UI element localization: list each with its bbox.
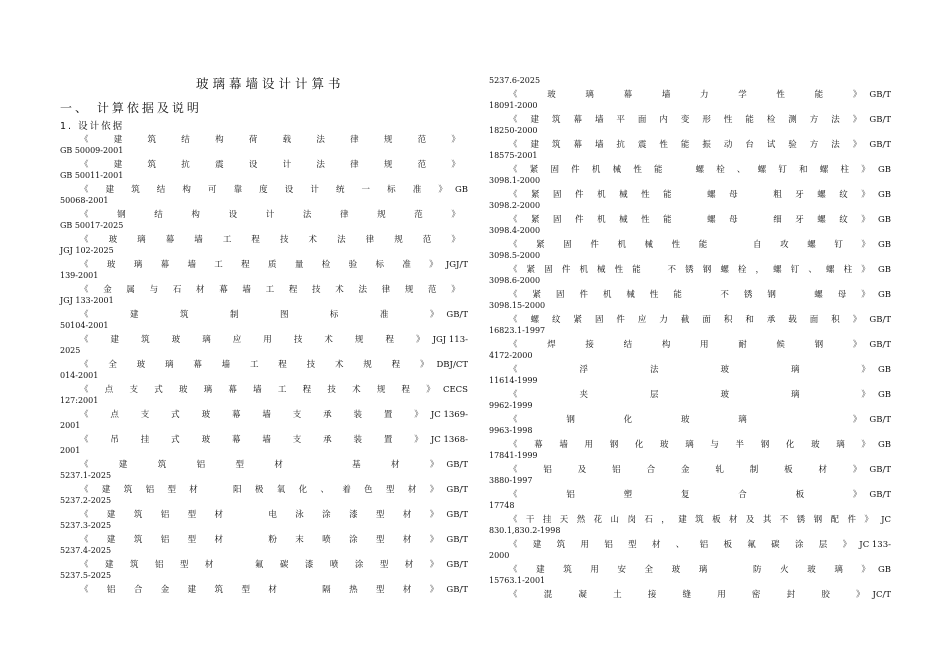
reference-entry xyxy=(60,508,468,533)
section-heading: 一、 计算依据及说明 xyxy=(60,101,202,115)
reference-code-continuation: GB 50011-2001 xyxy=(60,171,124,180)
reference-code-continuation: 15763.1-2001 xyxy=(489,576,546,585)
reference-code-continuation: 5237.1-2025 xyxy=(60,471,112,480)
reference-code-continuation: 18250-2000 xyxy=(489,126,538,135)
reference-title: 《 紧 固 件 机 械 性 能 螺 母 细 牙 螺 纹 》 xyxy=(509,215,870,225)
reference-entry xyxy=(60,583,468,608)
reference-code-continuation: GB 50009-2001 xyxy=(60,146,124,155)
reference-entry xyxy=(489,213,891,238)
reference-title: 《 混 凝 土 接 缝 用 密 封 胶 》 xyxy=(509,590,865,600)
reference-code-continuation: 2025 xyxy=(60,346,81,355)
reference-code-continuation: 4172-2000 xyxy=(489,351,533,360)
reference-entry xyxy=(60,433,468,458)
reference-code-prefix: GB/T xyxy=(446,560,468,570)
reference-title: 《 钢 化 玻 璃 》 xyxy=(509,415,862,425)
reference-entry xyxy=(489,238,891,263)
reference-title: 《 吊 挂 式 玻 幕 墙 支 承 装 置 》 xyxy=(80,435,423,445)
reference-code-prefix: DBJ/CT xyxy=(436,360,468,370)
reference-code-prefix: GB/T xyxy=(869,115,891,125)
reference-title: 《 紧 固 件 机 械 性 能 不 锈 钢 螺 母 》 xyxy=(509,290,870,300)
reference-entry xyxy=(489,163,891,188)
reference-code-prefix: JC 1369- xyxy=(430,410,468,420)
reference-code-continuation: 2000 xyxy=(489,551,510,560)
reference-entry xyxy=(60,383,468,408)
reference-title: 《 浮 法 玻 璃 》 xyxy=(509,365,870,375)
reference-code-prefix: GB/T xyxy=(446,535,468,545)
reference-code-continuation: 5237.4-2025 xyxy=(60,546,112,555)
reference-title: 《 建 筑 制 图 标 准 》 xyxy=(80,310,439,320)
reference-code-prefix: GB/T xyxy=(446,585,468,595)
reference-code-continuation: 127:2001 xyxy=(60,396,99,405)
reference-title: 《 螺 纹 紧 固 件 应 力 截 面 积 和 承 载 面 积 》 xyxy=(509,315,862,325)
reference-title: 《 建 筑 铝 型 材 粉 末 喷 涂 型 材 》 xyxy=(80,535,439,545)
reference-entry xyxy=(60,358,468,383)
reference-entry xyxy=(489,338,891,363)
reference-code-continuation: 50068-2001 xyxy=(60,196,109,205)
reference-code-continuation: GB 50017-2025 xyxy=(60,221,124,230)
reference-code-continuation: 3098.1-2000 xyxy=(489,176,541,185)
reference-code-prefix: CECS xyxy=(442,385,468,395)
reference-entry xyxy=(489,288,891,313)
reference-title: 《 建 筑 铝 型 材 阳 极 氧 化 、 着 色 型 材 》 xyxy=(80,485,439,495)
reference-entry xyxy=(60,308,468,333)
reference-title: 《 建 筑 幕 墙 抗 震 性 能 振 动 台 试 验 方 法 》 xyxy=(509,140,862,150)
reference-title: 《 焊 接 结 构 用 耐 候 钢 》 xyxy=(509,340,862,350)
reference-code-continuation: 2001 xyxy=(60,421,81,430)
reference-title: 《 紧 固 件 机 械 性 能 螺 栓 、 螺 钉 和 螺 柱 》 xyxy=(509,165,870,175)
reference-entry xyxy=(489,363,891,388)
reference-title: 《 幕 墙 用 钢 化 玻 璃 与 半 钢 化 玻 璃 》 xyxy=(509,440,870,450)
reference-code-continuation: 3880-1997 xyxy=(489,476,533,485)
reference-code-prefix: GB/T xyxy=(869,415,891,425)
reference-title: 《 金 属 与 石 材 幕 墙 工 程 技 术 法 律 规 范 》 xyxy=(80,285,460,295)
reference-code-continuation: 830.1,830.2-1998 xyxy=(489,526,561,535)
reference-code-prefix: GB/T xyxy=(446,460,468,470)
reference-title: 《 建 筑 铝 型 材 氟 碳 漆 喷 涂 型 材 》 xyxy=(80,560,439,570)
reference-code-continuation: 50104-2001 xyxy=(60,321,109,330)
subsection-heading: 1. 设计依据 xyxy=(60,121,125,132)
reference-code-continuation: 3098.6-2000 xyxy=(489,276,541,285)
reference-code-prefix: GB/T xyxy=(446,310,468,320)
right-first-line: 5237.6-2025 xyxy=(489,76,541,85)
reference-code-continuation: 18091-2000 xyxy=(489,101,538,110)
reference-code-continuation: 5237.3-2025 xyxy=(60,521,112,530)
reference-code-prefix: GB/T xyxy=(869,140,891,150)
reference-code-continuation: 9962-1999 xyxy=(489,401,533,410)
reference-title: 《 钢 结 构 设 计 法 律 规 范 》 xyxy=(80,210,460,220)
reference-entry xyxy=(489,488,891,513)
reference-code-prefix: GB/T xyxy=(869,465,891,475)
reference-entry xyxy=(60,283,468,308)
reference-code-prefix: GB xyxy=(877,565,891,575)
reference-entry xyxy=(60,483,468,508)
reference-title: 《 紧 固 件 机 械 性 能 螺 母 粗 牙 螺 纹 》 xyxy=(509,190,870,200)
reference-entry xyxy=(489,313,891,338)
reference-code-prefix: JGJ/T xyxy=(445,260,468,270)
reference-title: 《 建 筑 用 安 全 玻 璃 防 火 玻 璃 》 xyxy=(509,565,870,575)
reference-code-continuation: 014-2001 xyxy=(60,371,99,380)
reference-code-prefix: GB xyxy=(877,165,891,175)
reference-title: 《 全 玻 璃 幕 墙 工 程 技 术 规 程 》 xyxy=(80,360,429,370)
reference-entry xyxy=(489,438,891,463)
left-column xyxy=(60,133,468,608)
reference-code-continuation: 5237.2-2025 xyxy=(60,496,112,505)
reference-code-prefix: GB xyxy=(454,185,468,195)
reference-code-continuation: 3098.5-2000 xyxy=(489,251,541,260)
reference-title: 《 建 筑 玻 璃 应 用 技 术 规 程 》 xyxy=(80,335,425,345)
reference-code-prefix: GB xyxy=(877,190,891,200)
reference-code-prefix: GB/T xyxy=(869,340,891,350)
reference-entry xyxy=(60,558,468,583)
reference-entry xyxy=(489,188,891,213)
reference-code-prefix: GB xyxy=(877,265,891,275)
reference-entry xyxy=(489,563,891,588)
reference-title: 《 建 筑 结 构 荷 载 法 律 规 范 》 xyxy=(80,135,460,145)
reference-entry xyxy=(60,258,468,283)
reference-entry xyxy=(60,233,468,258)
reference-code-continuation: 5237.5-2025 xyxy=(60,571,112,580)
reference-entry xyxy=(489,388,891,413)
reference-code-prefix: GB xyxy=(877,440,891,450)
reference-code-prefix: GB/T xyxy=(869,490,891,500)
reference-code-prefix: GB xyxy=(877,215,891,225)
reference-code-continuation: 2001 xyxy=(60,446,81,455)
reference-entry xyxy=(489,463,891,488)
reference-title: 《 建 筑 幕 墙 平 面 内 变 形 性 能 检 测 方 法 》 xyxy=(509,115,862,125)
reference-entry xyxy=(489,138,891,163)
reference-code-continuation: 139-2001 xyxy=(60,271,99,280)
reference-title: 《 铝 及 铝 合 金 轧 制 板 材 》 xyxy=(509,465,862,475)
reference-title: 《 紧 固 件 机 械 性 能 自 攻 螺 钉 》 xyxy=(509,240,870,250)
reference-code-prefix: JC 133- xyxy=(859,540,891,550)
reference-code-continuation: 17841-1999 xyxy=(489,451,538,460)
reference-title: 《 建 筑 铝 型 材 电 泳 涂 漆 型 材 》 xyxy=(80,510,439,520)
reference-title: 《 玻 璃 幕 墙 工 程 技 术 法 律 规 范 》 xyxy=(80,235,460,245)
reference-code-continuation: JGJ 102-2025 xyxy=(60,246,114,255)
reference-code-continuation: 3098.15-2000 xyxy=(489,301,546,310)
reference-entry xyxy=(489,413,891,438)
reference-title: 《 建 筑 铝 型 材 基 材 》 xyxy=(80,460,439,470)
reference-entry xyxy=(489,88,891,113)
reference-title: 《 夹 层 玻 璃 》 xyxy=(509,390,870,400)
reference-code-continuation: 3098.2-2000 xyxy=(489,201,541,210)
reference-title: 《 玻 璃 幕 墙 工 程 质 量 检 验 标 准 》 xyxy=(80,260,438,270)
page-title: 玻璃幕墙设计计算书 xyxy=(196,76,345,91)
reference-title: 《 紧 固 件 机 械 性 能 不 锈 钢 螺 栓 ， 螺 钉 、 螺 柱 》 xyxy=(509,265,870,275)
reference-entry xyxy=(60,408,468,433)
reference-title: 《 铝 塑 复 合 板 》 xyxy=(509,490,862,500)
reference-title: 《 铝 合 金 建 筑 型 材 隔 热 型 材 》 xyxy=(80,585,439,595)
reference-title: 《 建 筑 结 构 可 靠 度 设 计 统 一 标 准 》 xyxy=(80,185,447,195)
reference-code-continuation: 3098.4-2000 xyxy=(489,226,541,235)
reference-entry xyxy=(60,183,468,208)
reference-title: 《 建 筑 抗 震 设 计 法 律 规 范 》 xyxy=(80,160,460,170)
reference-entry xyxy=(489,588,891,613)
reference-code-prefix: GB/T xyxy=(446,485,468,495)
reference-code-prefix: GB xyxy=(877,290,891,300)
reference-entry xyxy=(60,158,468,183)
reference-code-prefix: JGJ 113- xyxy=(432,335,468,345)
reference-entry xyxy=(489,513,891,538)
reference-code-continuation: 18575-2001 xyxy=(489,151,538,160)
reference-code-prefix: GB/T xyxy=(869,90,891,100)
reference-code-prefix: GB/T xyxy=(446,510,468,520)
reference-code-prefix: GB xyxy=(877,365,891,375)
reference-code-continuation: JGJ 133-2001 xyxy=(60,296,114,305)
reference-code-prefix: JC xyxy=(881,515,891,525)
reference-code-prefix: GB xyxy=(877,390,891,400)
reference-code-continuation: 11614-1999 xyxy=(489,376,538,385)
reference-entry xyxy=(489,113,891,138)
reference-entry xyxy=(60,458,468,483)
reference-title: 《 建 筑 用 铝 型 材 、 铝 板 氟 碳 涂 层 》 xyxy=(509,540,852,550)
reference-entry xyxy=(489,263,891,288)
reference-entry xyxy=(60,333,468,358)
reference-code-continuation: 9963-1998 xyxy=(489,426,533,435)
reference-title: 《 玻 璃 幕 墙 力 学 性 能 》 xyxy=(509,90,862,100)
reference-title: 《 干 挂 天 然 花 山 岗 石 ， 建 筑 板 材 及 其 不 锈 钢 配 件 》 xyxy=(509,515,873,525)
reference-entry xyxy=(60,133,468,158)
reference-code-prefix: GB/T xyxy=(869,315,891,325)
reference-code-prefix: GB xyxy=(877,240,891,250)
right-column xyxy=(489,88,891,613)
reference-title: 《 点 支 式 玻 幕 墙 支 承 装 置 》 xyxy=(80,410,423,420)
reference-code-continuation: 17748 xyxy=(489,501,515,510)
reference-code-prefix: JC 1368- xyxy=(430,435,468,445)
reference-entry xyxy=(489,538,891,563)
reference-code-continuation: 16823.1-1997 xyxy=(489,326,546,335)
reference-entry xyxy=(60,208,468,233)
reference-code-prefix: JC/T xyxy=(872,590,891,600)
reference-entry xyxy=(60,533,468,558)
reference-title: 《 点 支 式 玻 璃 幕 墙 工 程 技 术 规 程 》 xyxy=(80,385,435,395)
